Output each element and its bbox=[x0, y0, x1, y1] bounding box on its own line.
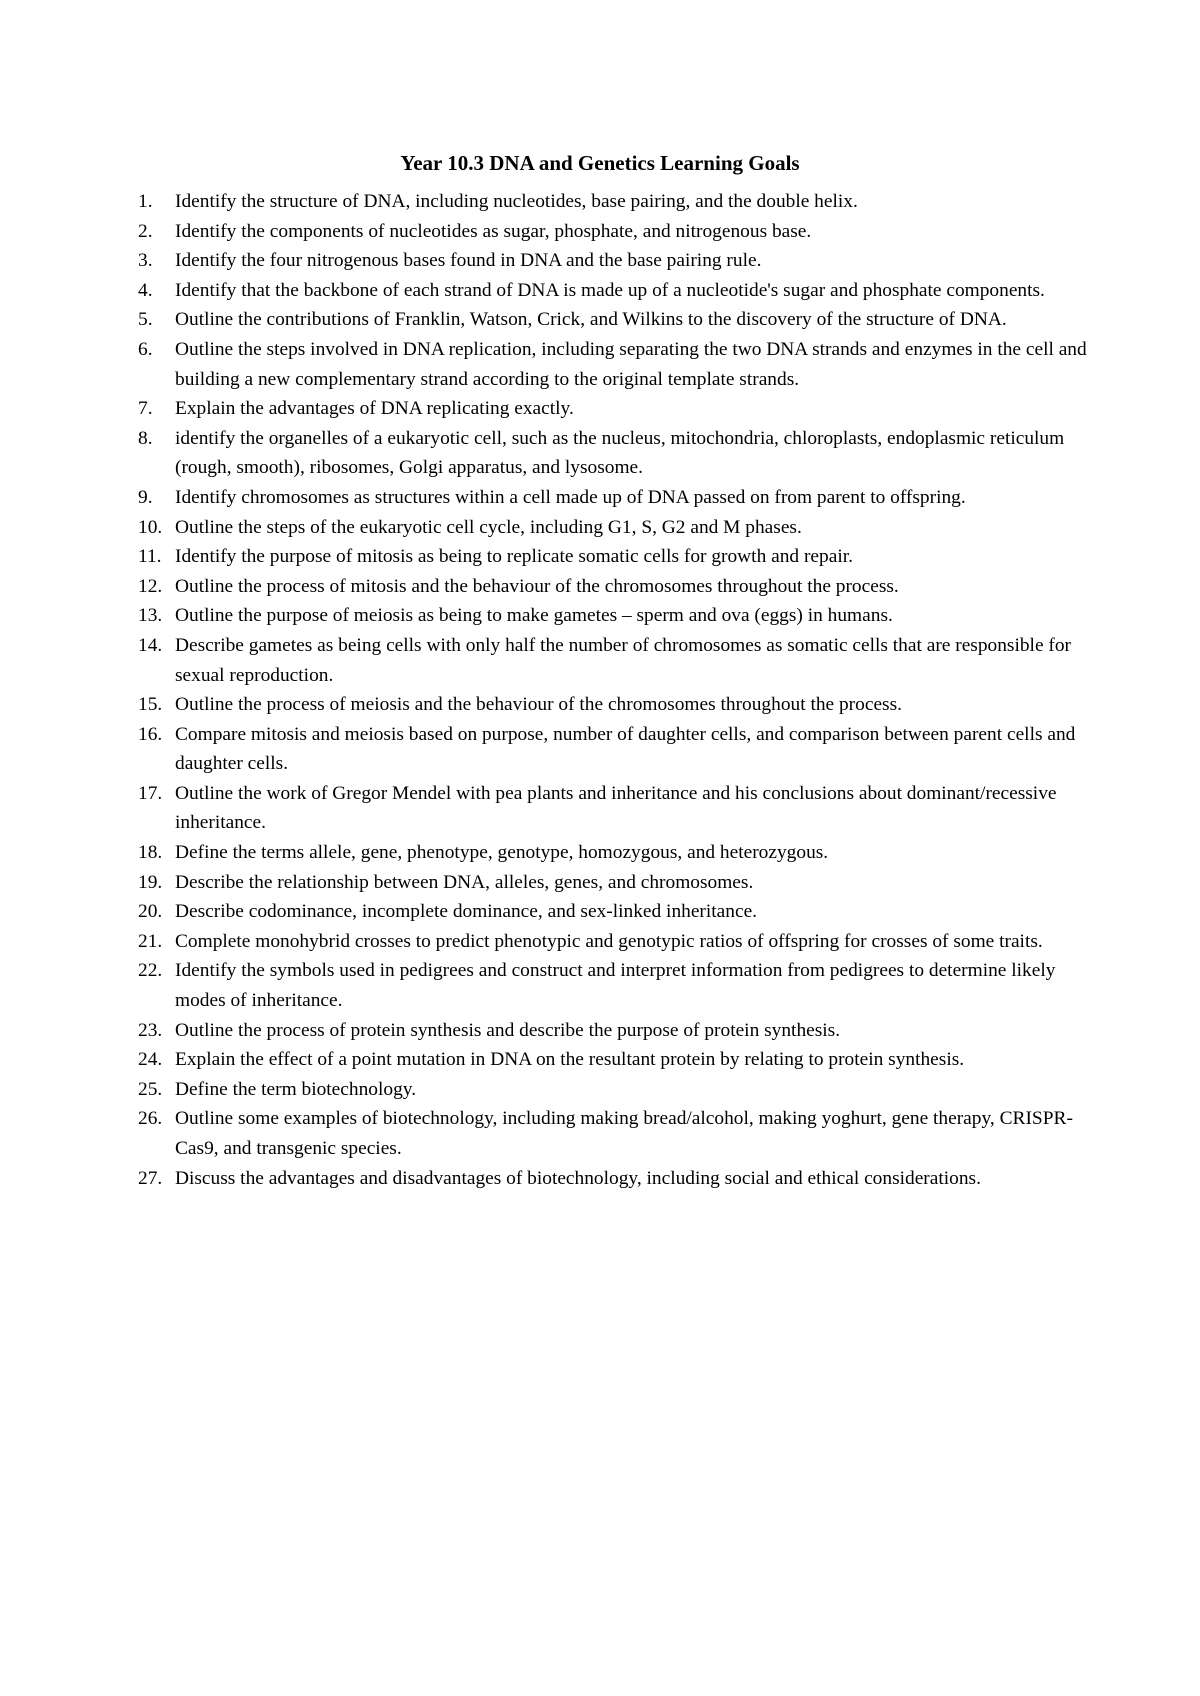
list-item bbox=[138, 187, 1100, 217]
list-item-number: 8. bbox=[138, 427, 153, 449]
list-item-number: 16. bbox=[138, 723, 163, 745]
list-item-text: Define the term biotechnology. bbox=[175, 1078, 417, 1100]
list-item-text: Describe gametes as being cells with only half the number of chromosomes as somatic cells that are responsible for sexual reproduction. bbox=[175, 634, 1072, 686]
list-item-number: 17. bbox=[138, 782, 163, 804]
list-item-text: Describe codominance, incomplete dominance, and sex-linked inheritance. bbox=[175, 901, 758, 923]
list-item-number: 18. bbox=[138, 842, 163, 864]
list-item-text: Identify chromosomes as structures within a cell made up of DNA passed on from parent to offspring. bbox=[175, 486, 966, 508]
list-item bbox=[138, 424, 1100, 483]
list-item-text: identify the organelles of a eukaryotic cell, such as the nucleus, mitochondria, chloroplasts, endoplasmic reticulum (rough, smooth), ribosomes, Golgi apparatus, and lysosome. bbox=[175, 427, 1065, 479]
list-item-text: Outline the process of protein synthesis and describe the purpose of protein synthesis. bbox=[175, 1019, 841, 1041]
list-item-text: Compare mitosis and meiosis based on purpose, number of daughter cells, and comparison between parent cells and daughter cells. bbox=[175, 723, 1076, 775]
list-item bbox=[138, 483, 1100, 513]
list-item-number: 11. bbox=[138, 546, 162, 568]
list-item bbox=[138, 720, 1100, 779]
list-item-text: Identify the four nitrogenous bases found in DNA and the base pairing rule. bbox=[175, 250, 762, 272]
list-item-number: 15. bbox=[138, 694, 163, 716]
list-item-number: 14. bbox=[138, 634, 163, 656]
list-item-text: Discuss the advantages and disadvantages of biotechnology, including social and ethical considerations. bbox=[175, 1167, 981, 1189]
list-item bbox=[138, 1075, 1100, 1105]
list-item-number: 23. bbox=[138, 1019, 163, 1041]
list-item-text: Outline the purpose of meiosis as being to make gametes – sperm and ova (eggs) in humans. bbox=[175, 605, 893, 627]
list-item-text: Explain the effect of a point mutation in DNA on the resultant protein by relating to protein synthesis. bbox=[175, 1049, 965, 1071]
list-item-number: 2. bbox=[138, 220, 153, 242]
list-item bbox=[138, 631, 1100, 690]
list-item bbox=[138, 1164, 1100, 1194]
list-item-text: Outline the contributions of Franklin, Watson, Crick, and Wilkins to the discovery of the structure of DNA. bbox=[175, 309, 1007, 331]
list-item bbox=[138, 276, 1100, 306]
list-item-text: Define the terms allele, gene, phenotype, genotype, homozygous, and heterozygous. bbox=[175, 842, 829, 864]
learning-goals-list bbox=[138, 187, 1100, 1193]
list-item-text: Outline the work of Gregor Mendel with pea plants and inheritance and his conclusions about dominant/recessive inheritance. bbox=[175, 782, 1057, 834]
list-item bbox=[138, 305, 1100, 335]
list-item-number: 12. bbox=[138, 575, 163, 597]
list-item bbox=[138, 246, 1100, 276]
list-item-text: Outline the process of mitosis and the behaviour of the chromosomes throughout the process. bbox=[175, 575, 899, 597]
list-item bbox=[138, 1016, 1100, 1046]
list-item-number: 5. bbox=[138, 309, 153, 331]
list-item bbox=[138, 956, 1100, 1015]
list-item bbox=[138, 335, 1100, 394]
list-item bbox=[138, 1045, 1100, 1075]
list-item-number: 25. bbox=[138, 1078, 163, 1100]
list-item-number: 24. bbox=[138, 1049, 163, 1071]
list-item-number: 19. bbox=[138, 871, 163, 893]
list-item-text: Outline the steps involved in DNA replication, including separating the two DNA strands and enzymes in the cell and building a new complementary strand according to the original template strands. bbox=[175, 338, 1087, 390]
list-item-number: 27. bbox=[138, 1167, 163, 1189]
list-item bbox=[138, 897, 1100, 927]
list-item-text: Identify that the backbone of each strand of DNA is made up of a nucleotide's sugar and phosphate components. bbox=[175, 279, 1045, 301]
list-item-number: 4. bbox=[138, 279, 153, 301]
page-title: Year 10.3 DNA and Genetics Learning Goals bbox=[400, 151, 800, 175]
list-item-text: Identify the structure of DNA, including nucleotides, base pairing, and the double helix. bbox=[175, 191, 858, 212]
list-item-number: 20. bbox=[138, 901, 163, 923]
list-item-text: Complete monohybrid crosses to predict phenotypic and genotypic ratios of offspring for crosses of some traits. bbox=[175, 930, 1043, 952]
list-item-text: Identify the purpose of mitosis as being to replicate somatic cells for growth and repair. bbox=[175, 546, 853, 568]
list-item-number: 10. bbox=[138, 516, 163, 538]
list-item bbox=[138, 779, 1100, 838]
list-item bbox=[138, 394, 1100, 424]
list-item bbox=[138, 513, 1100, 543]
list-item-text: Outline the steps of the eukaryotic cell cycle, including G1, S, G2 and M phases. bbox=[175, 516, 802, 538]
list-item bbox=[138, 927, 1100, 957]
list-item bbox=[138, 690, 1100, 720]
list-item-number: 6. bbox=[138, 338, 153, 360]
list-item-text: Explain the advantages of DNA replicating exactly. bbox=[175, 398, 574, 420]
list-item-number: 13. bbox=[138, 605, 163, 627]
list-item-text: Identify the symbols used in pedigrees and construct and interpret information from pedigrees to determine likely modes of inheritance. bbox=[175, 960, 1056, 1012]
list-item bbox=[138, 217, 1100, 247]
list-item bbox=[138, 572, 1100, 602]
list-item bbox=[138, 838, 1100, 868]
list-item-number: 1. bbox=[138, 191, 153, 212]
list-item-number: 9. bbox=[138, 486, 153, 508]
list-item-number: 21. bbox=[138, 930, 163, 952]
list-item-text: Identify the components of nucleotides as sugar, phosphate, and nitrogenous base. bbox=[175, 220, 812, 242]
list-item-number: 7. bbox=[138, 398, 153, 420]
list-item bbox=[138, 868, 1100, 898]
list-item bbox=[138, 542, 1100, 572]
list-item-text: Describe the relationship between DNA, alleles, genes, and chromosomes. bbox=[175, 871, 754, 893]
list-item-text: Outline some examples of biotechnology, including making bread/alcohol, making yoghurt, gene therapy, CRISPR-Cas9, and transgenic species. bbox=[175, 1108, 1073, 1159]
list-item-number: 26. bbox=[138, 1108, 163, 1130]
list-item bbox=[138, 1104, 1100, 1163]
list-item-number: 22. bbox=[138, 960, 163, 982]
list-item bbox=[138, 601, 1100, 631]
list-item-text: Outline the process of meiosis and the behaviour of the chromosomes throughout the process. bbox=[175, 694, 902, 716]
list-item-number: 3. bbox=[138, 250, 153, 272]
